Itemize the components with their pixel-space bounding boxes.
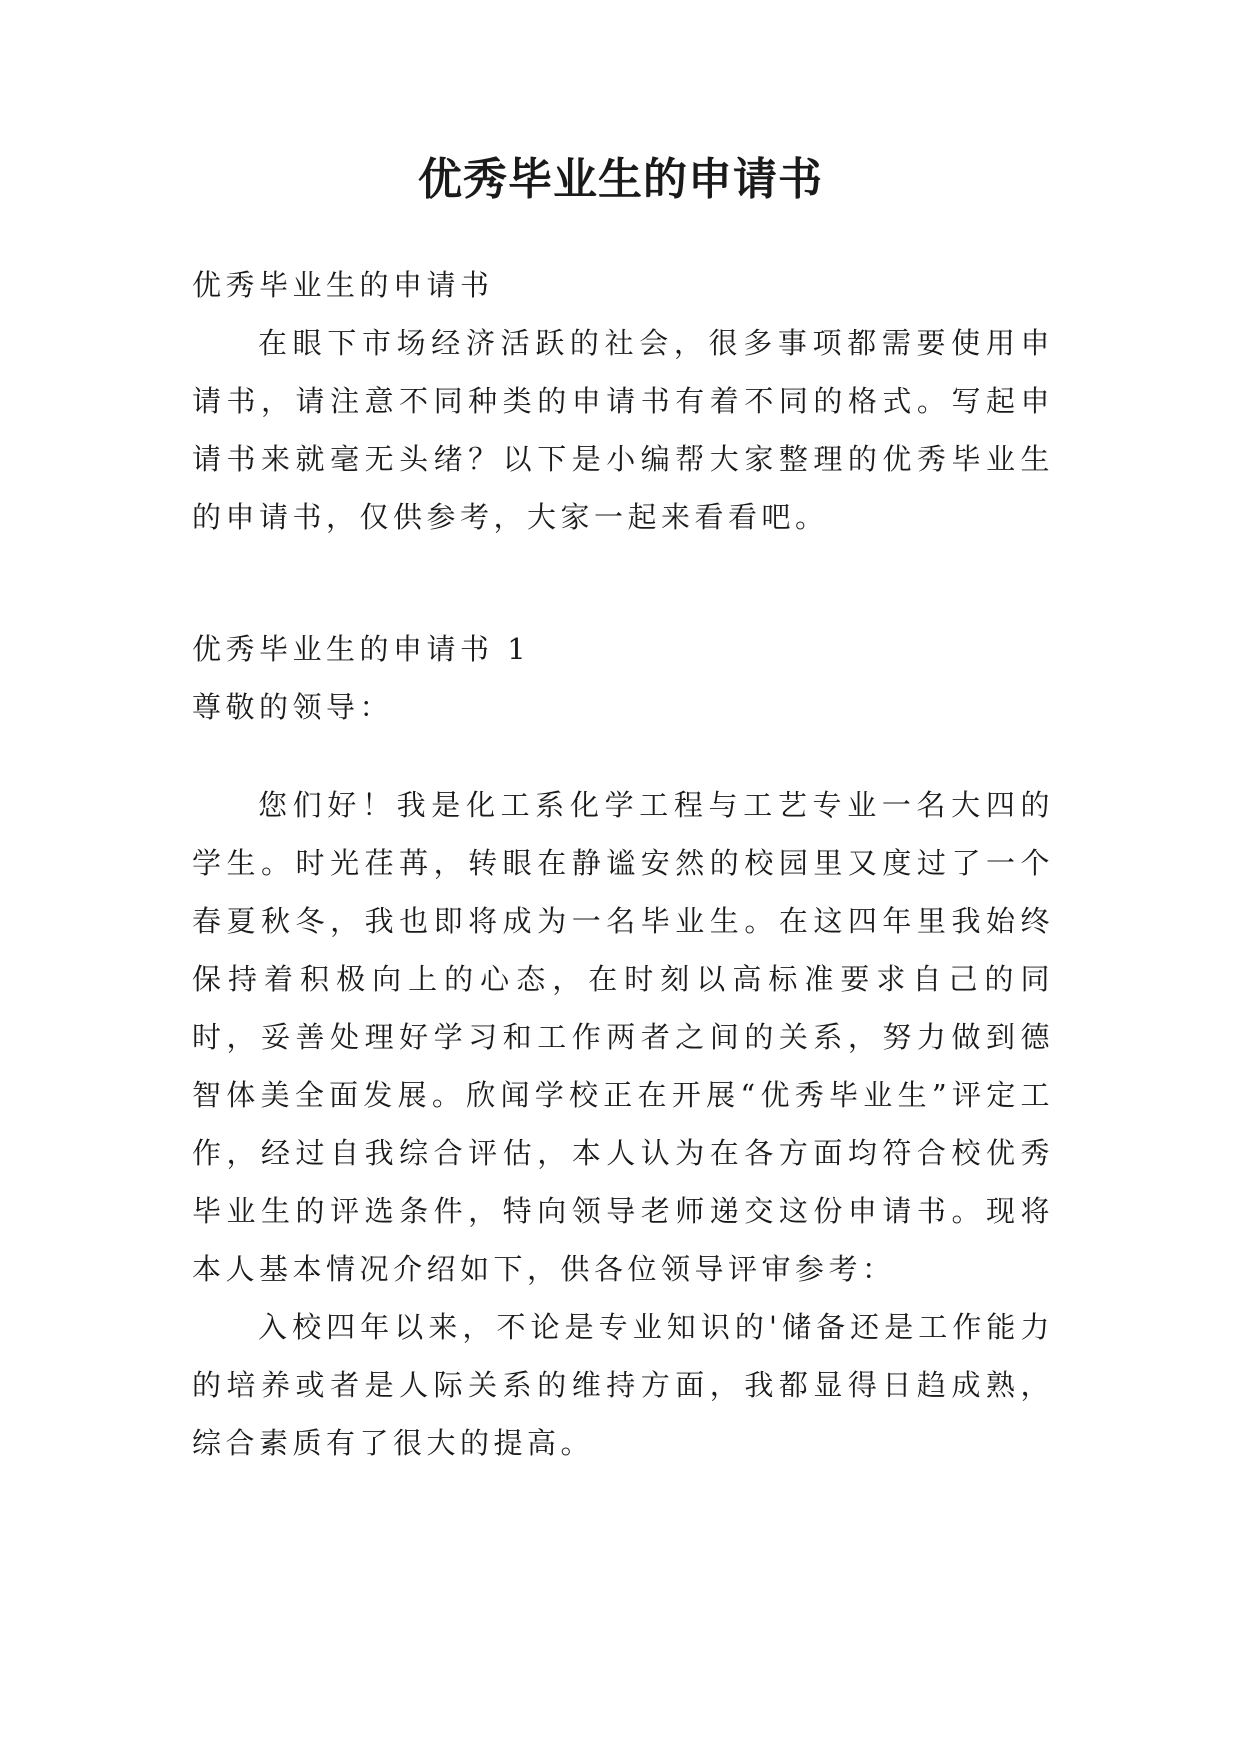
intro-paragraph: 在眼下市场经济活跃的社会，很多事项都需要使用申请书，请注意不同种类的申请书有着不同的格式。写起申请书来就毫无头绪？以下是小编帮大家整理的优秀毕业生的申请书，仅供参考，大家一起来看看吧。 xyxy=(192,326,1054,534)
section-heading-block xyxy=(192,620,1054,736)
document-title: 优秀毕业生的申请书 xyxy=(418,154,823,205)
salutation: 尊敬的领导： xyxy=(192,690,394,724)
intro-block xyxy=(192,314,1054,546)
document-subtitle: 优秀毕业生的申请书 xyxy=(192,268,494,302)
section-heading: 优秀毕业生的申请书 1 xyxy=(192,632,531,666)
subtitle-block xyxy=(192,256,1054,314)
body-paragraph-1: 您们好！我是化工系化学工程与工艺专业一名大四的学生。时光荏苒，转眼在静谧安然的校园里又度过了一个春夏秋冬，我也即将成为一名毕业生。在这四年里我始终保持着积极向上的心态，在时刻以高标准要求自己的同时，妥善处理好学习和工作两者之间的关系，努力做到德智体美全面发展。欣闻学校正在开展“优秀毕业生”评定工作，经过自我综合评估，本人认为在各方面均符合校优秀毕业生的评选条件，特向领导老师递交这份申请书。现将本人基本情况介绍如下，供各位领导评审参考： xyxy=(192,788,1054,1286)
body-block xyxy=(192,776,1054,1472)
body-paragraph-2: 入校四年以来，不论是专业知识的'储备还是工作能力的培养或者是人际关系的维持方面，我都显得日趋成熟，综合素质有了很大的提高。 xyxy=(192,1310,1054,1460)
